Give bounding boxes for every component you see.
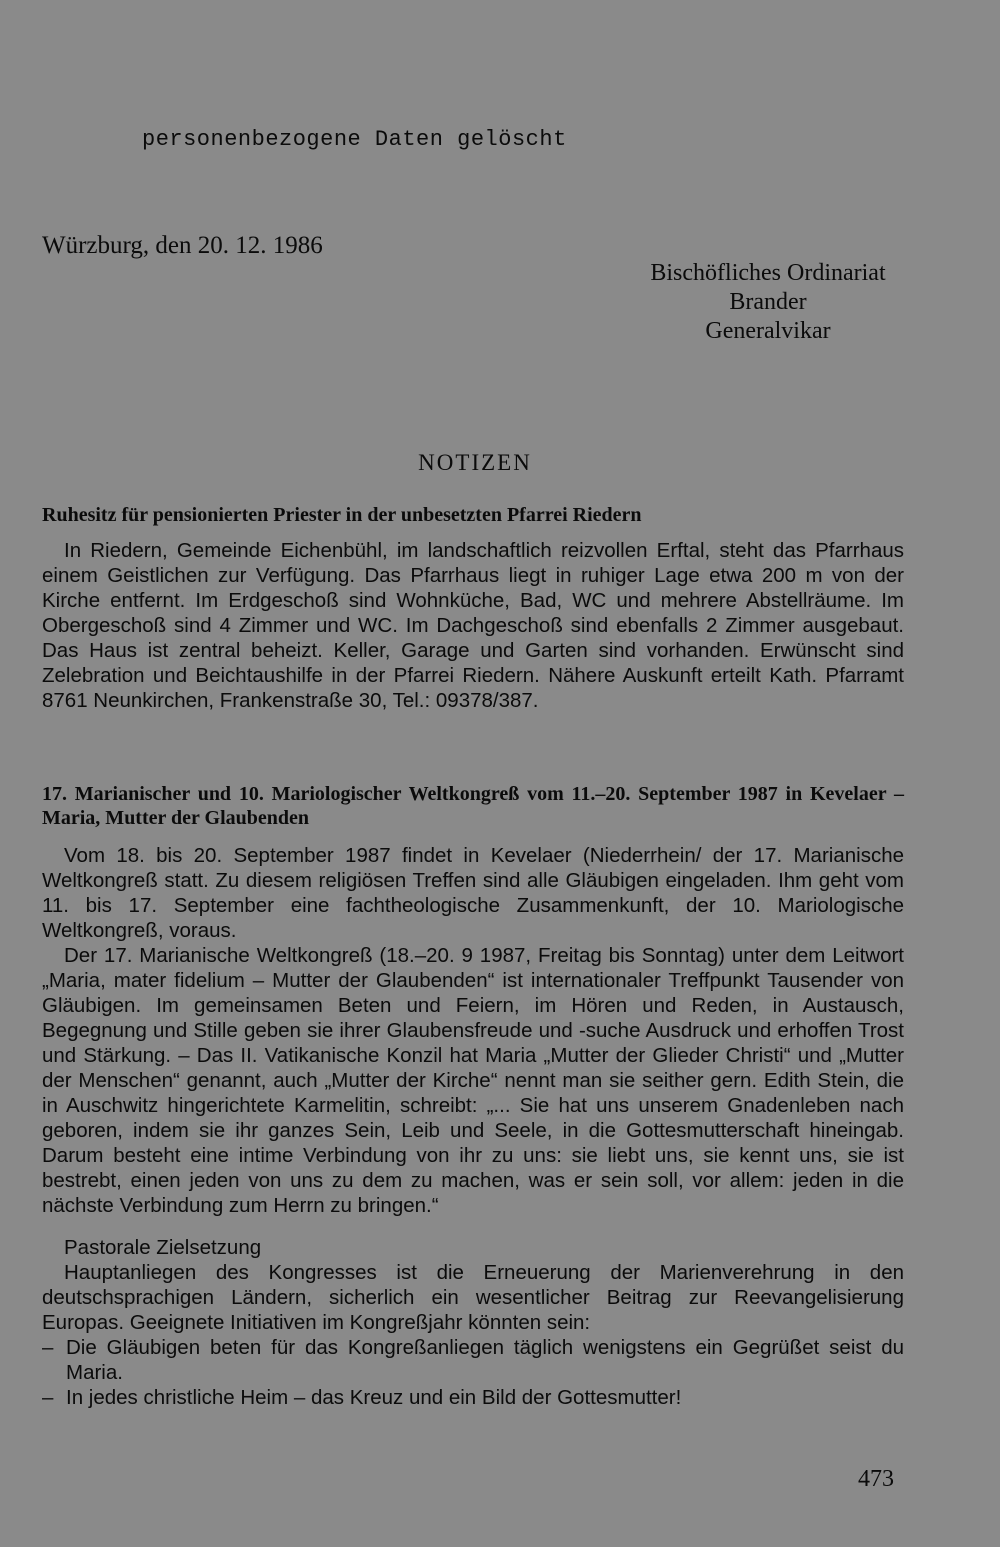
sender-title: Generalvikar: [705, 318, 831, 344]
list-item: – Die Gläubigen beten für das Kongreßanliegen täglich wenigstens ein Gegrüßet seist du Maria.: [42, 1335, 904, 1385]
initiatives-list: [42, 1335, 904, 1410]
page-number: 473: [858, 1466, 894, 1492]
article1-body: [42, 538, 904, 713]
sender-office: Bischöfliches Ordinariat: [650, 260, 886, 286]
article2-body: [42, 843, 904, 1410]
article1-paragraph: In Riedern, Gemeinde Eichenbühl, im landschaftlich reizvollen Erftal, steht das Pfarrhaus einem Geistlichen zur Verfügung. Das Pfarrhaus liegt in ruhiger Lage etwa 200 m von der Kirche entfernt. Im Erdgeschoß sind Wohnküche, Bad, WC und mehrere Abstellräume. Im Obergeschoß sind 4 Zimmer und WC. Im Dachgeschoß sind ebenfalls 2 Zimmer ausgebaut. Das Haus ist zentral beheizt. Keller, Garage und Garten sind vorhanden. Erwünscht sind Zelebration und Beichtaushilfe in der Pfarrei Riedern. Nähere Auskunft erteilt Kath. Pfarramt 8761 Neunkirchen, Frankenstraße 30, Tel.: 09378/387.: [42, 539, 904, 712]
article2-paragraph-1: Vom 18. bis 20. September 1987 findet in Kevelaer (Niederrhein/ der 17. Marianische Weltkongreß statt. Zu diesem religiösen Treffen sind alle Gläubigen eingeladen. Ihm geht vom 11. bis 17. September eine fachtheologische Zusammenkunft, der 10. Mariologische Weltkongreß, voraus.: [42, 844, 904, 942]
article2-paragraph-2: Der 17. Marianische Weltkongreß (18.–20. 9 1987, Freitag bis Sonntag) unter dem Leitwort „Maria, mater fidelium – Mutter der Glaubenden“ ist internationaler Treffpunkt Tausender von Gläubigen. Im gemeinsamen Beten und Feiern, im Hören und Reden, in Austausch, Begegnung und Stille geben sie ihrer Glaubensfreude und -suche Ausdruck und erhoffen Trost und Stärkung. – Das II. Vatikanische Konzil hat Maria „Mutter der Glieder Christi“ und „Mutter der Menschen“ genannt, auch „Mutter der Kirche“ nennt man sie seither gern. Edith Stein, die in Auschwitz hingerichtete Karmelitin, schreibt: „... Sie hat uns unserem Gnadenleben nach geboren, indem sie ihr ganzes Sein, Leib und Seele, in die Gottesmutterschaft hineingab. Darum besteht eine intime Verbindung von ihr zu uns: sie liebt uns, sie kennt uns, sie ist bestrebt, einen jeden von uns zu dem zu machen, was er sein soll, vor allem: jeden in die nächste Verbindung zum Herrn zu bringen.“: [42, 944, 904, 1217]
list-item: – In jedes christliche Heim – das Kreuz und ein Bild der Gottesmutter!: [42, 1385, 904, 1410]
date-line: Würzburg, den 20. 12. 1986: [42, 232, 323, 259]
privacy-note: personenbezogene Daten gelöscht: [142, 127, 567, 152]
article1-heading: Ruhesitz für pensionierten Priester in der unbesetzten Pfarrei Riedern: [42, 504, 642, 526]
article2-paragraph-3: Hauptanliegen des Kongresses ist die Erneuerung der Marienverehrung in den deutschsprachigen Ländern, sicherlich ein wesentlicher Beitrag zur Reevangelisierung Europas. Geeignete Initiativen im Kongreßjahr könnten sein:: [42, 1261, 904, 1334]
article2-subheading: Pastorale Zielsetzung: [64, 1236, 262, 1259]
article2-heading: 17. Marianischer und 10. Mariologischer Weltkongreß vom 11.–20. September 1987 in Kevelaer – Maria, Mutter der Glaubenden: [42, 783, 904, 829]
sender-block: [598, 259, 938, 346]
sender-name: Brander: [729, 289, 807, 315]
section-title: NOTIZEN: [418, 450, 532, 475]
